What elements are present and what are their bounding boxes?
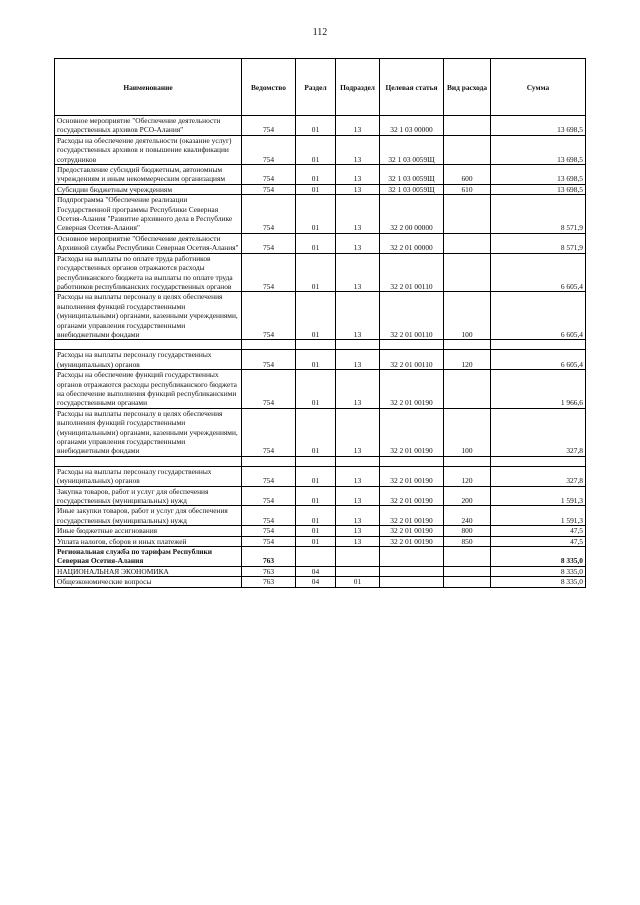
cell-subsection: 13: [336, 116, 380, 136]
cell-ministry: 754: [242, 135, 296, 164]
header-ministry: Ведомство: [242, 59, 296, 116]
table-row: [55, 506, 586, 526]
cell-amount: 47,5: [491, 536, 586, 546]
cell-expense-type: 850: [444, 536, 491, 546]
cell-name: [55, 340, 242, 350]
cell-ministry: 754: [242, 466, 296, 486]
cell-section: 01: [296, 536, 336, 546]
cell-ministry: 754: [242, 536, 296, 546]
table-row: [55, 350, 586, 370]
cell-amount: 327,8: [491, 466, 586, 486]
cell-subsection: 13: [336, 506, 380, 526]
cell-expense-type: 100: [444, 292, 491, 340]
cell-section: 01: [296, 486, 336, 506]
cell-expense-type: 200: [444, 486, 491, 506]
cell-name: [55, 456, 242, 466]
table-row: [55, 195, 586, 234]
cell-subsection: 13: [336, 253, 380, 292]
cell-target: 32 1 03 0059Щ: [380, 165, 444, 185]
cell-ministry: 754: [242, 116, 296, 136]
header-amount: Сумма: [491, 59, 586, 116]
cell-amount: 13 698,5: [491, 165, 586, 185]
cell-ministry: 763: [242, 577, 296, 587]
cell-section: 01: [296, 370, 336, 409]
cell-amount: 6 605,4: [491, 292, 586, 340]
cell-section: 01: [296, 408, 336, 456]
cell-section: [296, 456, 336, 466]
cell-section: 01: [296, 526, 336, 536]
cell-subsection: 13: [336, 370, 380, 409]
cell-name: Региональная служба по тарифам Республики Северная Осетия-Алания: [55, 547, 242, 567]
cell-expense-type: [444, 547, 491, 567]
cell-section: 01: [296, 116, 336, 136]
cell-amount: [491, 340, 586, 350]
cell-name: Иные бюджетные ассигнования: [55, 526, 242, 536]
cell-expense-type: 120: [444, 350, 491, 370]
cell-ministry: 754: [242, 292, 296, 340]
cell-name: Предоставление субсидий бюджетным, автономным учреждениям и иным некоммерческим организациям: [55, 165, 242, 185]
cell-name: Основное мероприятие "Обеспечение деятельности Архивной службы Республики Северная Осетия-Алания": [55, 233, 242, 253]
cell-ministry: 754: [242, 486, 296, 506]
header-section: Раздел: [296, 59, 336, 116]
table-row: [55, 135, 586, 164]
cell-amount: 8 571,9: [491, 233, 586, 253]
cell-expense-type: [444, 577, 491, 587]
cell-subsection: 13: [336, 408, 380, 456]
cell-subsection: 13: [336, 184, 380, 194]
cell-ministry: 754: [242, 350, 296, 370]
cell-ministry: 754: [242, 195, 296, 234]
cell-section: 01: [296, 253, 336, 292]
cell-amount: 6 605,4: [491, 350, 586, 370]
cell-target: [380, 547, 444, 567]
cell-name: Расходы на выплаты персоналу государственных (муниципальных) органов: [55, 350, 242, 370]
cell-target: 32 2 00 00000: [380, 195, 444, 234]
cell-expense-type: [444, 566, 491, 576]
cell-target: [380, 566, 444, 576]
cell-amount: 13 698,5: [491, 116, 586, 136]
cell-amount: 1 591,3: [491, 506, 586, 526]
cell-section: 04: [296, 577, 336, 587]
cell-name: Иные закупки товаров, работ и услуг для обеспечения государственных (муниципальных) нужд: [55, 506, 242, 526]
table-row: [55, 577, 586, 587]
cell-ministry: [242, 456, 296, 466]
cell-subsection: [336, 456, 380, 466]
header-name: Наименование: [55, 59, 242, 116]
cell-section: [296, 547, 336, 567]
cell-ministry: 754: [242, 408, 296, 456]
cell-subsection: 13: [336, 350, 380, 370]
cell-expense-type: [444, 340, 491, 350]
cell-section: [296, 340, 336, 350]
table-row: [55, 526, 586, 536]
cell-section: 01: [296, 195, 336, 234]
cell-name: Расходы на выплаты по оплате труда работников государственных органов отражаются расходы республиканского бюджета на выплаты по оплате труда работников республиканских государственных органов: [55, 253, 242, 292]
cell-expense-type: [444, 456, 491, 466]
cell-ministry: [242, 340, 296, 350]
cell-section: 01: [296, 292, 336, 340]
cell-target: 32 1 03 0059Щ: [380, 184, 444, 194]
cell-target: 32 2 01 00000: [380, 233, 444, 253]
cell-subsection: 13: [336, 233, 380, 253]
cell-expense-type: [444, 116, 491, 136]
cell-ministry: 754: [242, 370, 296, 409]
cell-subsection: 13: [336, 292, 380, 340]
cell-section: 04: [296, 566, 336, 576]
cell-target: 32 2 01 00190: [380, 370, 444, 409]
table-row: [55, 370, 586, 409]
cell-amount: 8 571,9: [491, 195, 586, 234]
cell-name: Расходы на выплаты персоналу государственных (муниципальных) органов: [55, 466, 242, 486]
cell-amount: 327,8: [491, 408, 586, 456]
table-row: [55, 292, 586, 340]
cell-ministry: 754: [242, 184, 296, 194]
cell-ministry: 763: [242, 547, 296, 567]
table-row: [55, 408, 586, 456]
cell-name: Расходы на выплаты персоналу в целях обеспечения выполнения функций государственными (муниципальными) органами, казенными учреждениями, органами управления государственными внебюджетными фондами: [55, 408, 242, 456]
cell-expense-type: 120: [444, 466, 491, 486]
cell-section: 01: [296, 350, 336, 370]
cell-subsection: 13: [336, 195, 380, 234]
table-row: [55, 536, 586, 546]
cell-target: 32 2 01 00190: [380, 526, 444, 536]
cell-name: Расходы на обеспечение деятельности (оказание услуг) государственных архивов и повышение квалификации сотрудников: [55, 135, 242, 164]
cell-target: 32 2 01 00190: [380, 466, 444, 486]
cell-name: Подпрограмма "Обеспечение реализации Государственной программы Республики Северная Осетия-Алания "Развитие архивного дела в Республике Северная Осетия-Алания": [55, 195, 242, 234]
cell-section: 01: [296, 165, 336, 185]
cell-subsection: [336, 566, 380, 576]
cell-ministry: 754: [242, 506, 296, 526]
cell-target: [380, 577, 444, 587]
table-row: [55, 456, 586, 466]
cell-target: 32 2 01 00190: [380, 408, 444, 456]
page-number: 112: [312, 27, 328, 38]
cell-subsection: 01: [336, 577, 380, 587]
cell-amount: 6 605,4: [491, 253, 586, 292]
cell-subsection: 13: [336, 165, 380, 185]
cell-expense-type: 240: [444, 506, 491, 526]
cell-name: Закупка товаров, работ и услуг для обеспечения государственных (муниципальных) нужд: [55, 486, 242, 506]
cell-section: 01: [296, 233, 336, 253]
cell-expense-type: [444, 233, 491, 253]
cell-name: Уплата налогов, сборов и иных платежей: [55, 536, 242, 546]
cell-subsection: [336, 340, 380, 350]
cell-name: Субсидии бюджетным учреждениям: [55, 184, 242, 194]
table-row: [55, 340, 586, 350]
table-row: [55, 165, 586, 185]
cell-amount: 13 698,5: [491, 184, 586, 194]
cell-subsection: 13: [336, 526, 380, 536]
cell-subsection: 13: [336, 135, 380, 164]
cell-amount: 8 335,0: [491, 577, 586, 587]
cell-expense-type: 800: [444, 526, 491, 536]
header-target: Целевая статья: [380, 59, 444, 116]
cell-subsection: 13: [336, 466, 380, 486]
cell-subsection: 13: [336, 486, 380, 506]
cell-amount: 13 698,5: [491, 135, 586, 164]
cell-target: 32 2 01 00190: [380, 506, 444, 526]
cell-ministry: 754: [242, 526, 296, 536]
cell-section: 01: [296, 466, 336, 486]
table-row: [55, 486, 586, 506]
table-header-row: [55, 59, 586, 116]
cell-amount: 47,5: [491, 526, 586, 536]
cell-expense-type: [444, 370, 491, 409]
cell-subsection: 13: [336, 536, 380, 546]
cell-target: 32 2 01 00110: [380, 292, 444, 340]
cell-name: Основное мероприятие "Обеспечение деятельности государственных архивов РСО-Алания": [55, 116, 242, 136]
cell-amount: 1 591,3: [491, 486, 586, 506]
cell-target: 32 2 01 00110: [380, 253, 444, 292]
cell-amount: [491, 456, 586, 466]
budget-table: [54, 58, 586, 588]
cell-target: 32 2 01 00190: [380, 536, 444, 546]
table-row: [55, 184, 586, 194]
cell-section: 01: [296, 184, 336, 194]
header-expense-type: Вид расхода: [444, 59, 491, 116]
cell-ministry: 763: [242, 566, 296, 576]
table-row: [55, 547, 586, 567]
cell-target: 32 2 01 00190: [380, 486, 444, 506]
cell-name: Расходы на выплаты персоналу в целях обеспечения выполнения функций государственными (муниципальными) органами, казенными учреждениями, органами управления государственными внебюджетными фондами: [55, 292, 242, 340]
cell-ministry: 754: [242, 165, 296, 185]
cell-target: [380, 340, 444, 350]
cell-target: 32 1 03 00000: [380, 116, 444, 136]
cell-expense-type: [444, 135, 491, 164]
cell-expense-type: 600: [444, 165, 491, 185]
header-subsection: Подраздел: [336, 59, 380, 116]
cell-name: Расходы на обеспечение функций государственных органов отражаются расходы республиканского бюджета на обеспечение выполнения функций республиканскими государственными органами: [55, 370, 242, 409]
cell-expense-type: [444, 195, 491, 234]
table-body: [55, 116, 586, 588]
table-row: [55, 233, 586, 253]
cell-subsection: [336, 547, 380, 567]
cell-amount: 1 966,6: [491, 370, 586, 409]
cell-target: 32 2 01 00110: [380, 350, 444, 370]
cell-expense-type: 610: [444, 184, 491, 194]
table-row: [55, 253, 586, 292]
cell-section: 01: [296, 135, 336, 164]
cell-ministry: 754: [242, 233, 296, 253]
table-row: [55, 116, 586, 136]
cell-amount: 8 335,0: [491, 547, 586, 567]
cell-expense-type: 100: [444, 408, 491, 456]
table-row: [55, 566, 586, 576]
cell-target: 32 1 03 0059Щ: [380, 135, 444, 164]
cell-ministry: 754: [242, 253, 296, 292]
cell-expense-type: [444, 253, 491, 292]
cell-target: [380, 456, 444, 466]
cell-name: Общеэкономические вопросы: [55, 577, 242, 587]
cell-amount: 8 335,0: [491, 566, 586, 576]
cell-section: 01: [296, 506, 336, 526]
cell-name: НАЦИОНАЛЬНАЯ ЭКОНОМИКА: [55, 566, 242, 576]
table-row: [55, 466, 586, 486]
